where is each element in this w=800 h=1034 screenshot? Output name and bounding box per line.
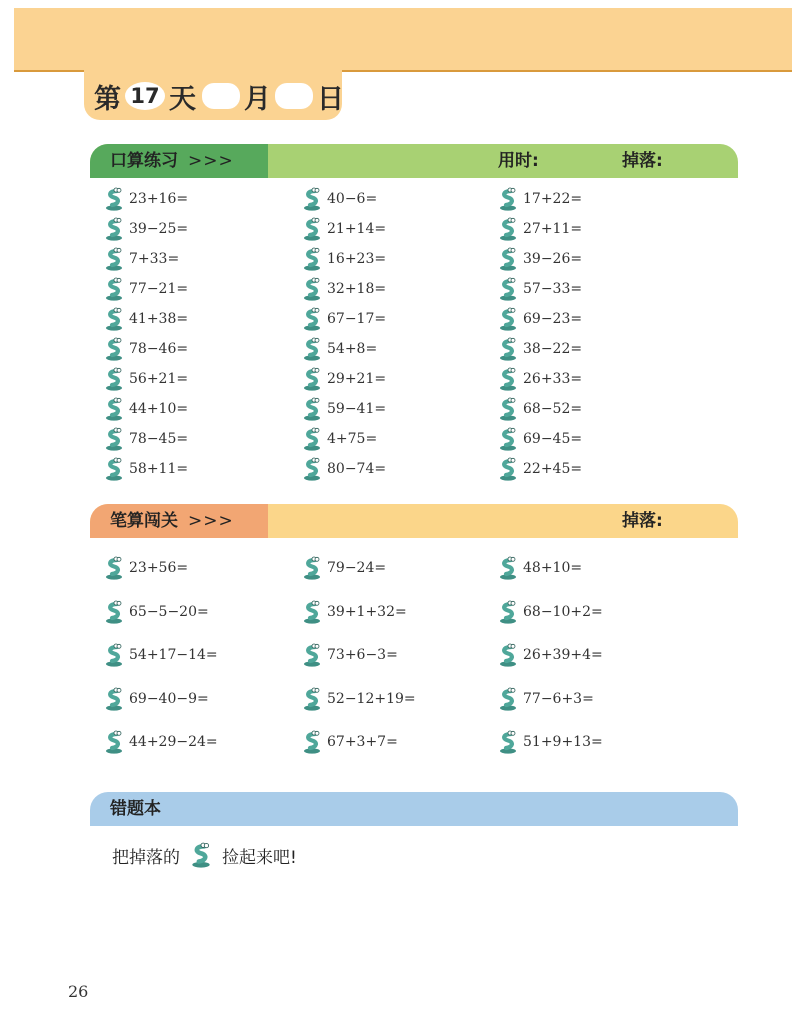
written-problem bbox=[104, 600, 209, 624]
snake-icon bbox=[302, 307, 322, 331]
snake-icon bbox=[498, 217, 518, 241]
snake-icon bbox=[498, 397, 518, 421]
written-problem-text: 52−12+19= bbox=[327, 690, 416, 707]
written-problem-text: 39+1+32= bbox=[327, 603, 407, 620]
snake-icon bbox=[498, 337, 518, 361]
oral-problem-text: 23+16= bbox=[129, 191, 189, 207]
snake-icon bbox=[302, 277, 322, 301]
oral-problem-text: 39−26= bbox=[523, 251, 583, 267]
oral-problem-text: 44+10= bbox=[129, 401, 189, 417]
snake-icon bbox=[498, 247, 518, 271]
oral-problem bbox=[104, 337, 188, 361]
mistakes-label: 错题本 bbox=[110, 799, 161, 819]
written-problem bbox=[498, 687, 594, 711]
written-problem-text: 73+6−3= bbox=[327, 647, 398, 663]
snake-icon bbox=[302, 427, 322, 451]
oral-problem-text: 69−45= bbox=[523, 431, 583, 447]
oral-problem-text: 21+14= bbox=[327, 221, 387, 237]
written-problem bbox=[302, 687, 416, 711]
oral-problem-text: 57−33= bbox=[523, 281, 583, 297]
mistakes-header bbox=[90, 792, 738, 826]
snake-icon bbox=[302, 217, 322, 241]
snake-icon bbox=[302, 397, 322, 421]
written-problem bbox=[498, 600, 603, 624]
oral-problem-text: 56+21= bbox=[129, 371, 189, 387]
oral-practice-header bbox=[90, 144, 738, 178]
written-problem bbox=[498, 643, 603, 667]
oral-problem bbox=[302, 187, 377, 211]
oral-problem bbox=[104, 397, 188, 421]
oral-problem-text: 68−52= bbox=[523, 401, 583, 417]
oral-problem bbox=[302, 457, 386, 481]
written-calc-title: 笔算闯关 bbox=[110, 511, 178, 531]
oral-drop-label: 掉落: bbox=[622, 151, 663, 171]
oral-problem-text: 67−17= bbox=[327, 311, 387, 327]
written-problem bbox=[104, 643, 218, 667]
written-problem bbox=[302, 643, 398, 667]
written-problem-text: 54+17−14= bbox=[129, 647, 218, 663]
snake-icon bbox=[104, 643, 124, 667]
oral-problem-text: 29+21= bbox=[327, 371, 387, 387]
oral-problem-text: 16+23= bbox=[327, 251, 387, 267]
snake-icon bbox=[190, 842, 212, 868]
written-problem bbox=[498, 730, 603, 754]
oral-problem-text: 17+22= bbox=[523, 191, 583, 207]
written-problem bbox=[104, 687, 209, 711]
oral-problem-text: 26+33= bbox=[523, 371, 583, 387]
page-title bbox=[94, 78, 344, 114]
oral-problem-text: 41+38= bbox=[129, 311, 189, 327]
written-problem bbox=[302, 600, 407, 624]
snake-icon bbox=[498, 600, 518, 624]
written-problem-text: 67+3+7= bbox=[327, 734, 398, 750]
written-arrows: >>> bbox=[188, 511, 234, 531]
oral-problem-text: 78−45= bbox=[129, 431, 189, 447]
oral-problem-text: 80−74= bbox=[327, 461, 387, 477]
snake-icon bbox=[302, 730, 322, 754]
oral-problem-text: 54+8= bbox=[327, 341, 378, 357]
snake-icon bbox=[104, 337, 124, 361]
oral-problem bbox=[498, 367, 582, 391]
snake-icon bbox=[104, 217, 124, 241]
date-blank[interactable] bbox=[275, 83, 313, 109]
oral-problem bbox=[104, 457, 188, 481]
oral-problem bbox=[302, 277, 386, 301]
written-problem-text: 79−24= bbox=[327, 560, 387, 576]
oral-problem-text: 4+75= bbox=[327, 431, 378, 447]
snake-icon bbox=[104, 307, 124, 331]
written-problem-text: 44+29−24= bbox=[129, 734, 218, 750]
snake-icon bbox=[302, 643, 322, 667]
oral-problem-text: 38−22= bbox=[523, 341, 583, 357]
snake-icon bbox=[302, 367, 322, 391]
snake-icon bbox=[104, 397, 124, 421]
snake-icon bbox=[104, 427, 124, 451]
oral-problem-text: 22+45= bbox=[523, 461, 583, 477]
oral-problem bbox=[498, 247, 582, 271]
oral-problem bbox=[498, 277, 582, 301]
oral-problem bbox=[104, 427, 188, 451]
oral-problem bbox=[104, 217, 188, 241]
oral-problem bbox=[498, 427, 582, 451]
snake-icon bbox=[302, 556, 322, 580]
oral-practice-title: 口算练习 bbox=[110, 151, 178, 171]
month-blank[interactable] bbox=[202, 83, 240, 109]
day-number: 17 bbox=[125, 82, 165, 110]
oral-problem-text: 59−41= bbox=[327, 401, 387, 417]
oral-problem-text: 32+18= bbox=[327, 281, 387, 297]
snake-icon bbox=[498, 457, 518, 481]
written-calc-label bbox=[90, 504, 268, 538]
oral-practice-label bbox=[90, 144, 268, 178]
written-problem-text: 23+56= bbox=[129, 560, 189, 576]
page-number: 26 bbox=[68, 982, 89, 1001]
oral-problem-text: 69−23= bbox=[523, 311, 583, 327]
snake-icon bbox=[104, 277, 124, 301]
written-problem bbox=[302, 730, 398, 754]
oral-arrows: >>> bbox=[188, 151, 234, 171]
snake-icon bbox=[498, 277, 518, 301]
oral-problem bbox=[498, 307, 582, 331]
oral-problem-text: 27+11= bbox=[523, 221, 583, 237]
oral-problem bbox=[498, 187, 582, 211]
written-problem-text: 69−40−9= bbox=[129, 690, 209, 707]
oral-problem bbox=[302, 367, 386, 391]
snake-icon bbox=[302, 337, 322, 361]
snake-icon bbox=[302, 187, 322, 211]
oral-problem bbox=[104, 247, 179, 271]
snake-icon bbox=[498, 307, 518, 331]
oral-problem bbox=[104, 187, 188, 211]
oral-problem-text: 78−46= bbox=[129, 341, 189, 357]
oral-problem bbox=[302, 307, 386, 331]
instruction-text-before: 把掉落的 bbox=[112, 847, 180, 868]
written-problem-text: 48+10= bbox=[523, 560, 583, 576]
snake-icon bbox=[302, 247, 322, 271]
written-problem bbox=[104, 556, 188, 580]
oral-problem bbox=[498, 397, 582, 421]
snake-icon bbox=[498, 367, 518, 391]
written-problem-text: 26+39+4= bbox=[523, 647, 603, 663]
oral-problem-text: 7+33= bbox=[129, 251, 180, 267]
snake-icon bbox=[104, 457, 124, 481]
snake-icon bbox=[498, 687, 518, 711]
snake-icon bbox=[498, 427, 518, 451]
oral-problem bbox=[302, 337, 377, 361]
title-month: 月 bbox=[244, 83, 271, 115]
oral-problem bbox=[104, 307, 188, 331]
written-calc-header bbox=[90, 504, 738, 538]
snake-icon bbox=[302, 600, 322, 624]
oral-problem-text: 40−6= bbox=[327, 191, 378, 207]
title-date: 日 bbox=[317, 83, 344, 115]
time-label: 用时: bbox=[498, 151, 539, 171]
snake-icon bbox=[104, 687, 124, 711]
written-problem bbox=[302, 556, 386, 580]
title-prefix: 第 bbox=[94, 83, 121, 115]
snake-icon bbox=[498, 187, 518, 211]
snake-icon bbox=[104, 556, 124, 580]
oral-problem bbox=[104, 367, 188, 391]
snake-icon bbox=[104, 187, 124, 211]
snake-icon bbox=[104, 367, 124, 391]
snake-icon bbox=[498, 643, 518, 667]
instruction-text-after: 捡起来吧! bbox=[222, 847, 297, 868]
written-problem-text: 65−5−20= bbox=[129, 603, 209, 620]
oral-problem bbox=[498, 217, 582, 241]
snake-icon bbox=[104, 247, 124, 271]
oral-problem-text: 39−25= bbox=[129, 221, 189, 237]
top-banner bbox=[14, 8, 792, 72]
written-problem-text: 51+9+13= bbox=[523, 734, 603, 750]
mistakes-instruction bbox=[112, 840, 297, 870]
oral-problem bbox=[104, 277, 188, 301]
oral-problem-text: 77−21= bbox=[129, 281, 189, 297]
snake-icon bbox=[104, 730, 124, 754]
oral-problem bbox=[302, 247, 386, 271]
snake-icon bbox=[302, 457, 322, 481]
oral-problem-text: 58+11= bbox=[129, 461, 189, 477]
written-drop-label: 掉落: bbox=[622, 511, 663, 531]
written-problem bbox=[104, 730, 218, 754]
snake-icon bbox=[302, 687, 322, 711]
oral-problem bbox=[302, 427, 377, 451]
snake-icon bbox=[498, 556, 518, 580]
snake-icon bbox=[498, 730, 518, 754]
written-problem-text: 68−10+2= bbox=[523, 603, 603, 620]
written-problem-text: 77−6+3= bbox=[523, 690, 594, 707]
title-day-suffix: 天 bbox=[169, 83, 196, 115]
written-problem bbox=[498, 556, 582, 580]
snake-icon bbox=[104, 600, 124, 624]
oral-problem bbox=[302, 397, 386, 421]
oral-problem bbox=[498, 457, 582, 481]
oral-problem bbox=[302, 217, 386, 241]
oral-problem bbox=[498, 337, 582, 361]
